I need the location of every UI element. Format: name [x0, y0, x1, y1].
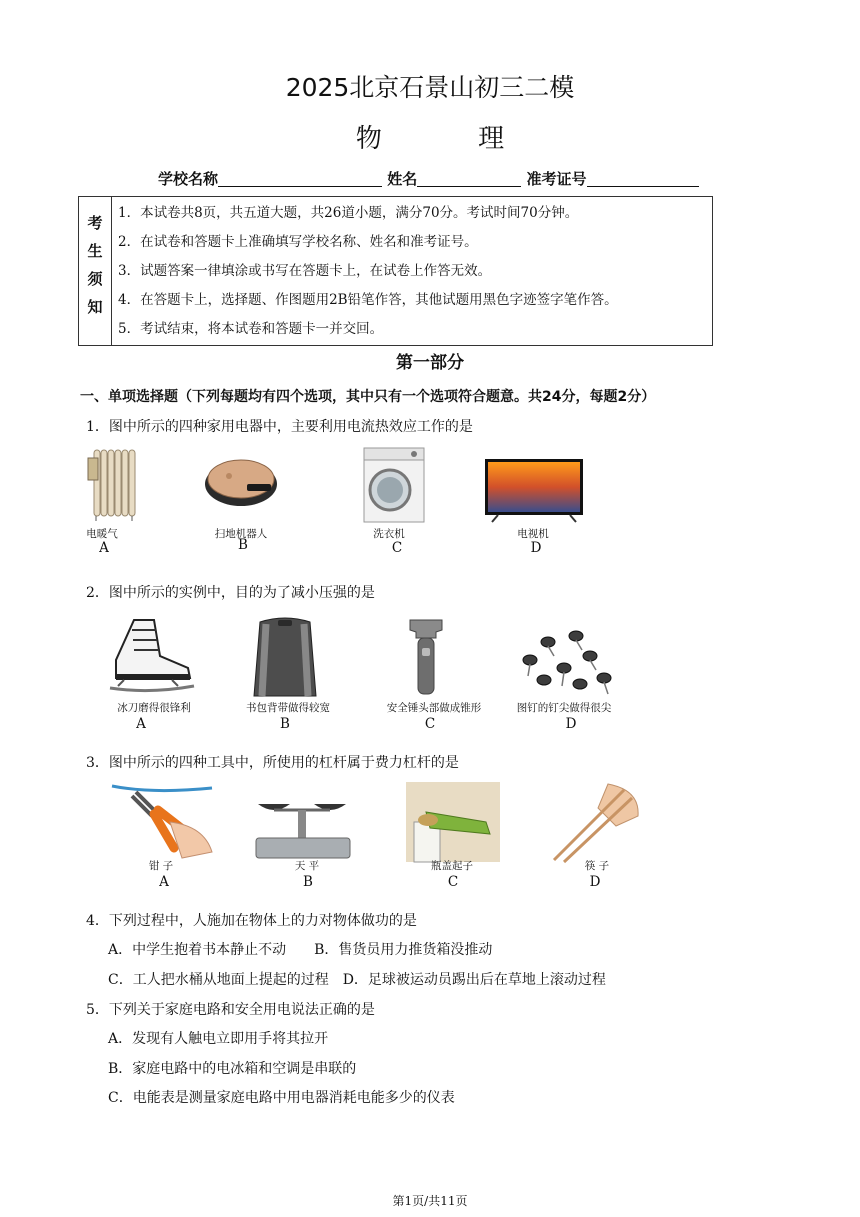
option-letter: B — [303, 874, 313, 890]
safety-hammer-icon — [406, 614, 446, 698]
notice-item: 2．在试卷和答题卡上准确填写学校名称、姓名和准考证号。 — [118, 234, 478, 250]
question-5-stem: 5．下列关于家庭电路和安全用电说法正确的是 — [86, 1002, 375, 1018]
subject-title: 物 理 — [355, 124, 549, 154]
chopsticks-icon — [550, 780, 640, 862]
id-label: 准考证号 — [526, 170, 587, 188]
option-letter: C — [447, 874, 459, 890]
option-letter: D — [589, 874, 601, 890]
question-5-option: A．发现有人触电立即用手将其拉开 — [108, 1031, 329, 1047]
backpack-icon — [238, 614, 332, 700]
exam-title: 2025北京石景山初三二模 — [285, 73, 575, 102]
option-letter: D — [530, 540, 542, 556]
caption: 电视机 — [517, 528, 549, 540]
oil-heater-icon — [86, 444, 142, 522]
caption: 瓶盖起子 — [431, 860, 473, 872]
notice-item: 4．在答题卡上，选择题、作图题用2B铅笔作答，其他试题用黑色字迹签字笔作答。 — [118, 292, 618, 308]
caption: 钳 子 — [148, 860, 174, 872]
id-blank[interactable] — [587, 170, 699, 187]
option-letter: B — [280, 716, 290, 732]
caption: 洗衣机 — [373, 528, 405, 540]
notice-table — [78, 196, 713, 346]
balance-scale-icon — [252, 790, 354, 862]
option-letter: D — [565, 716, 577, 732]
caption: 安全锤头部做成锥形 — [386, 702, 482, 714]
page-footer: 第1页/共11页 — [392, 1194, 468, 1208]
question-4-options-line: A．中学生抱着书本静止不动 B．售货员用力推货箱没推动 — [108, 942, 493, 958]
option-letter: A — [136, 716, 146, 732]
notice-item: 1．本试卷共8页，共五道大题，共26道小题，满分70分。考试时间70分钟。 — [118, 205, 579, 221]
name-blank[interactable] — [417, 170, 521, 187]
caption: 冰刀磨得很锋利 — [117, 702, 191, 714]
caption: 图钉的钉尖做得很尖 — [516, 702, 612, 714]
question-4-stem: 4．下列过程中，人施加在物体上的力对物体做功的是 — [86, 913, 417, 929]
pushpins-icon — [518, 620, 618, 698]
name-label: 姓名 — [387, 170, 418, 188]
student-info-line — [158, 168, 699, 189]
caption: 扫地机器人 — [214, 528, 268, 540]
robot-vacuum-icon — [203, 452, 279, 508]
pliers-icon — [112, 782, 216, 860]
school-blank[interactable] — [218, 170, 382, 187]
option-letter: A — [159, 874, 169, 890]
option-letter: C — [391, 540, 403, 556]
question-5-option: B．家庭电路中的电冰箱和空调是串联的 — [108, 1061, 357, 1077]
option-letter: A — [99, 540, 109, 556]
caption: 天 平 — [294, 860, 320, 872]
question-1-stem: 1．图中所示的四种家用电器中，主要利用电流热效应工作的是 — [86, 419, 473, 435]
option-letter: C — [424, 716, 436, 732]
question-3-stem: 3．图中所示的四种工具中，所使用的杠杆属于费力杠杆的是 — [86, 755, 459, 771]
notice-heading: 考 生 须 知 — [79, 197, 112, 346]
ice-skate-icon — [104, 616, 196, 696]
part-title: 第一部分 — [396, 353, 464, 373]
notice-item: 3．试题答案一律填涂或书写在答题卡上，在试卷上作答无效。 — [118, 263, 492, 279]
question-2-stem: 2．图中所示的实例中，目的为了减小压强的是 — [86, 585, 375, 601]
television-icon — [484, 458, 584, 524]
caption: 书包背带做得较宽 — [246, 702, 330, 714]
notice-items — [112, 197, 713, 346]
caption: 筷 子 — [584, 860, 610, 872]
caption: 电暖气 — [86, 528, 118, 540]
option-letter: B — [238, 537, 248, 553]
notice-item: 5．考试结束，将本试卷和答题卡一并交回。 — [118, 321, 384, 337]
question-4-options-line: C．工人把水桶从地面上提起的过程 D．足球被运动员踢出后在草地上滚动过程 — [108, 972, 606, 988]
school-label: 学校名称 — [158, 170, 219, 188]
question-5-option: C．电能表是测量家庭电路中用电器消耗电能多少的仪表 — [108, 1090, 455, 1106]
bottle-opener-icon — [406, 782, 500, 862]
washing-machine-icon — [362, 446, 426, 524]
section-title: 一、单项选择题（下列每题均有四个选项，其中只有一个选项符合题意。共24分，每题2分） — [80, 389, 656, 405]
